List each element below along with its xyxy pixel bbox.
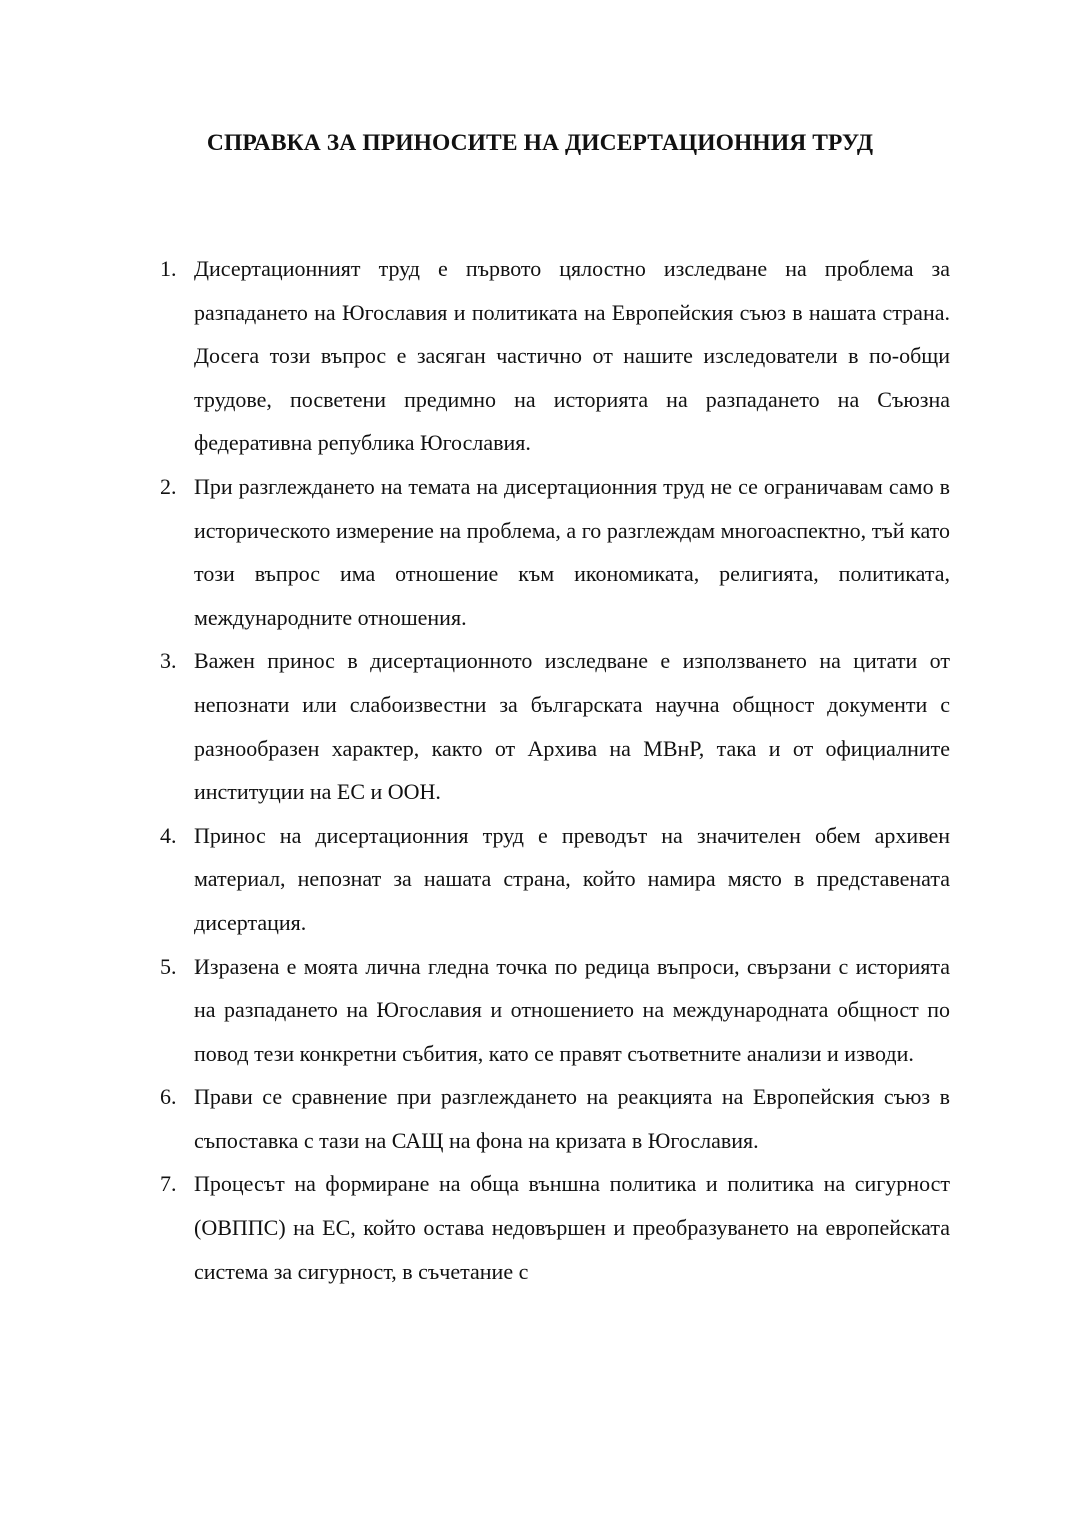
contributions-list xyxy=(160,247,950,1293)
item-number: 4. xyxy=(160,822,177,848)
page-title: СПРАВКА ЗА ПРИНОСИТЕ НА ДИСЕРТАЦИОННИЯ ТРУД xyxy=(206,130,874,156)
item-text: Дисертационният труд е първото цялостно изследване на проблема за разпадането на Югославия и политиката на Европейския съюз в нашата страна. Досега този въпрос е засяган частично от нашите изследователи в по-общи трудове, посветени предимно на историята на разпадането на Съюзна федеративна република Югославия. xyxy=(194,256,950,456)
item-number: 1. xyxy=(160,256,177,281)
item-number: 7. xyxy=(160,1171,177,1197)
item-text: Изразена е моята лична гледна точка по редица въпроси, свързани с историята на разпадането на Югославия и отношението на международната общност по повод тези конкретни събития, като се правят съответните анализи и изводи. xyxy=(194,953,950,1066)
list-item xyxy=(160,1075,950,1162)
item-number: 3. xyxy=(160,648,177,674)
list-item xyxy=(160,945,950,1076)
item-number: 5. xyxy=(160,953,177,979)
item-text: Процесът на формиране на обща външна политика и политика на сигурност (ОВППС) на ЕС, който остава недовършен и преобразуването на европейската система за сигурност, в съчетание с xyxy=(194,1171,950,1284)
item-number: 6. xyxy=(160,1084,177,1110)
item-text: При разглеждането на темата на дисертационния труд не се ограничавам само в историческото измерение на проблема, а го разглеждам многоаспектно, тъй като този въпрос има отношение към икономиката, религията, политиката, международните отношения. xyxy=(194,473,950,630)
list-item xyxy=(160,465,950,639)
item-text: Важен принос в дисертационното изследване е използването на цитати от непознати или слабоизвестни за българската научна общност документи с разнообразен характер, както от Архива на МВнР, така и от официалните институции на ЕС и ООН. xyxy=(194,648,950,805)
list-item xyxy=(160,814,950,945)
list-item xyxy=(160,247,950,465)
list-item xyxy=(160,1162,950,1293)
item-number: 2. xyxy=(160,473,177,499)
item-text: Принос на дисертационния труд е преводът на значителен обем архивен материал, непознат за нашата страна, който намира място в представената дисертация. xyxy=(194,822,950,935)
list-item xyxy=(160,639,950,813)
item-text: Прави се сравнение при разглеждането на реакцията на Европейския съюз в съпоставка с тази на САЩ на фона на кризата в Югославия. xyxy=(194,1084,950,1153)
